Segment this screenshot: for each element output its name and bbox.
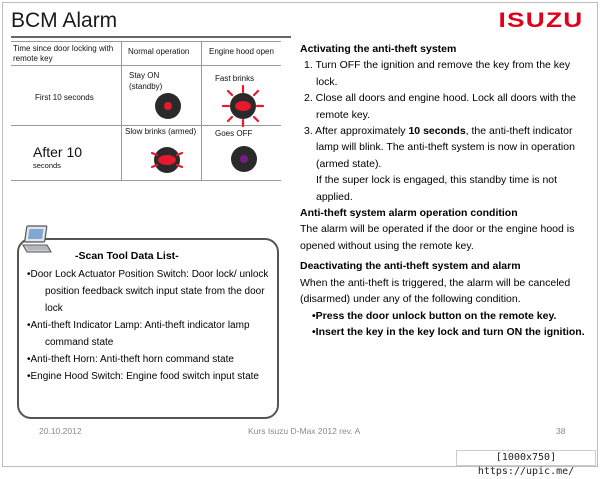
- list-item: •Engine Hood Switch: Engine food switch input state: [27, 371, 259, 382]
- header-time-since-locking: Time since door locking with remote key: [13, 44, 114, 63]
- heading-alarm-condition: Anti-theft system alarm operation condition: [300, 207, 518, 220]
- table-line: [11, 65, 281, 66]
- heading-deactivating: Deactivating the anti-theft system and alarm: [300, 260, 521, 273]
- scan-tool-title: -Scan Tool Data List-: [75, 250, 179, 262]
- footer-course: Kurs Isuzu D-Max 2012 rev. A: [248, 426, 361, 436]
- watermark: [1000x750] https://upic.me/: [456, 450, 596, 466]
- hood-fast-blink-text: Fast brinks: [215, 74, 255, 83]
- lamp-stay-on-icon: [155, 93, 181, 119]
- step-3-rest: , the anti-theft indicator lamp will blink. The anti-theft system is now in operation (armed state).: [316, 125, 575, 170]
- lamp-slow-blink-icon: [154, 147, 180, 173]
- alarm-state-table: [11, 41, 281, 181]
- table-line: [121, 41, 122, 181]
- step-3-bold: 10 seconds: [408, 125, 466, 138]
- hood-goes-off-text: Goes OFF: [215, 129, 253, 138]
- laptop-icon: [21, 225, 53, 255]
- lamp-off-icon: [231, 146, 257, 172]
- deactivating-text: When the anti-theft is triggered, the alarm will be canceled (disarmed) under any of the following condition.: [300, 276, 571, 306]
- list-item: •Anti-theft Horn: Anti-theft horn command state: [27, 354, 234, 365]
- list-item: •Door Lock Actuator Position Switch: Door lock/ unlock position feedback switch input state from the door lock: [27, 269, 269, 314]
- scan-tool-data-list: [17, 238, 279, 419]
- isuzu-logo: [489, 11, 593, 31]
- row-seconds: seconds: [33, 161, 61, 170]
- header-engine-hood-open: Engine hood open: [209, 47, 274, 56]
- step-2: 2. Close all doors and engine hood. Lock all doors with the remote key.: [304, 92, 577, 121]
- footer-date: 20.10.2012: [39, 426, 82, 436]
- step-3-note: If the super lock is engaged, this standby time is not applied.: [316, 174, 558, 203]
- row-after-10: After 10: [33, 144, 83, 160]
- table-line: [201, 41, 202, 181]
- deactivate-bullet-2: •Insert the key in the key lock and turn ON the ignition.: [312, 325, 585, 338]
- list-item: •Anti-theft Indicator Lamp: Anti-theft indicator lamp command state: [27, 320, 250, 348]
- lamp-fast-blink-icon: [230, 93, 256, 119]
- slide-title: BCM Alarm: [11, 9, 118, 32]
- title-divider: [11, 36, 291, 38]
- normal-standby-text: Stay ON (standby): [129, 71, 163, 91]
- row-first-10-seconds: First 10 seconds: [35, 93, 94, 102]
- header-normal-operation: Normal operation: [128, 47, 190, 56]
- lamp-red-dot: [164, 102, 172, 110]
- slide: [2, 2, 598, 467]
- procedure-text: [300, 41, 590, 340]
- normal-slow-blink-text: Slow brinks (armed): [125, 127, 197, 136]
- step-3: [300, 123, 590, 172]
- deactivate-bullet-1: •Press the door unlock button on the remote key.: [312, 309, 557, 322]
- lamp-purple-dot: [240, 155, 248, 163]
- footer-page-number: 38: [556, 426, 566, 436]
- heading-activating: Activating the anti-theft system: [300, 43, 457, 55]
- step-3-start: 3. After approximately: [304, 125, 409, 138]
- logo-text: ISUZU: [498, 9, 584, 32]
- alarm-condition-text: The alarm will be operated if the door or the engine hood is opened without using the remote key.: [300, 223, 575, 252]
- scan-tool-items: [23, 266, 277, 385]
- step-1: 1. Turn OFF the ignition and remove the key from the key lock.: [304, 59, 571, 88]
- table-line: [11, 41, 281, 42]
